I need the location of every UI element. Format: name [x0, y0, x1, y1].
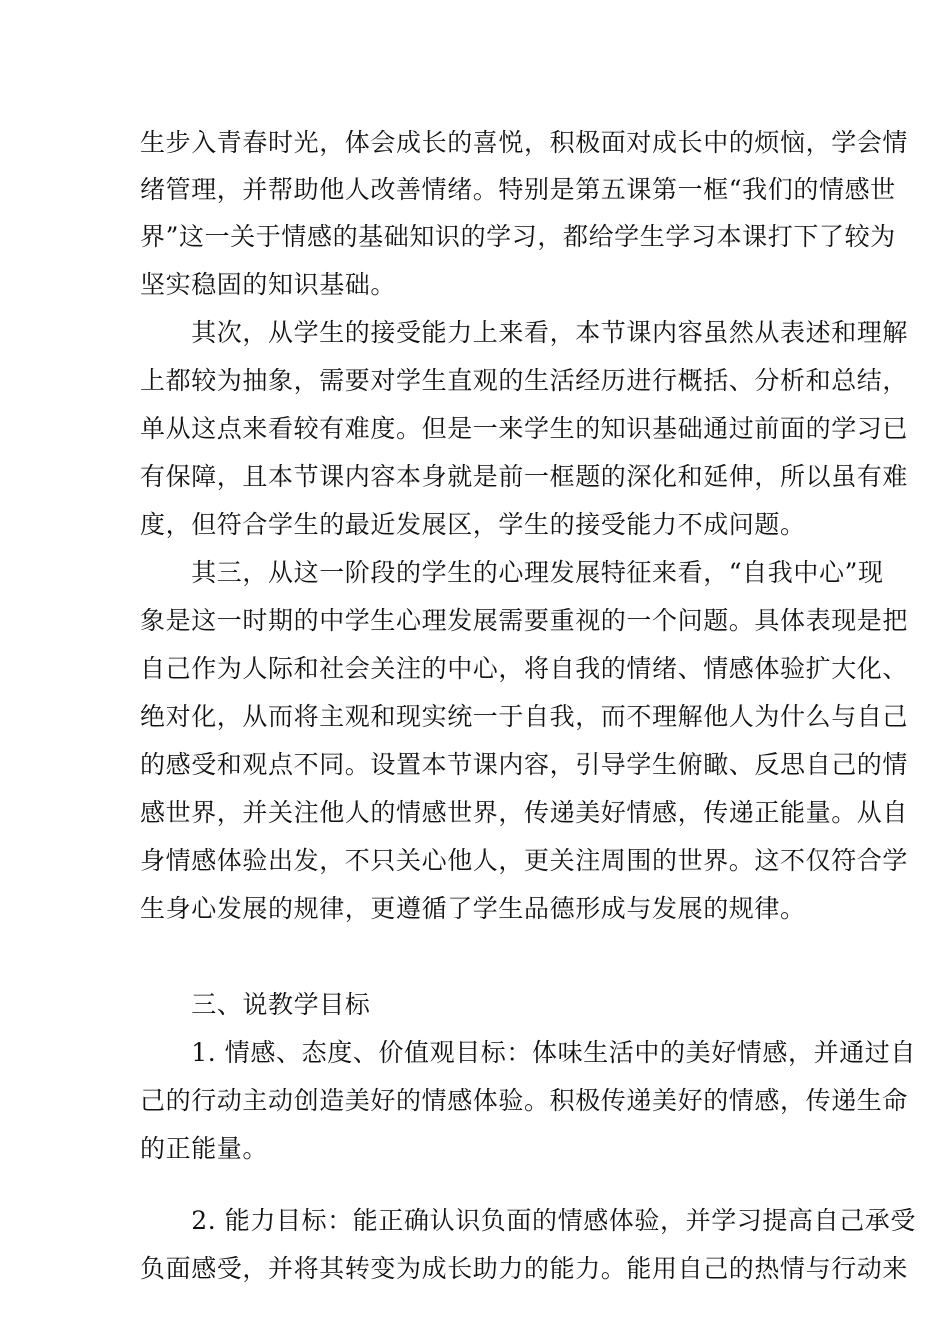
- text-line: 2. 能力目标：能正确认识负面的情感体验，并学习提高自己承受: [140, 1206, 917, 1235]
- text-line: 绪管理，并帮助他人改善情绪。特别是第五课第一框“我们的情感世: [140, 175, 896, 204]
- text-line: 感世界，并关注他人的情感世界，传递美好情感，传递正能量。从自: [140, 798, 909, 827]
- text-line: 负面感受，并将其转变为成长助力的能力。能用自己的热情与行动来: [140, 1254, 909, 1283]
- text-line: 的感受和观点不同。设置本节课内容，引导学生俯瞰、反思自己的情: [140, 750, 909, 779]
- text-line: 身情感体验出发，不只关心他人，更关注周围的世界。这不仅符合学: [140, 846, 909, 875]
- text-line: 生身心发展的规律，更遵循了学生品德形成与发展的规律。: [140, 894, 806, 923]
- text-line: 绝对化，从而将主观和现实统一于自我，而不理解他人为什么与自己: [140, 702, 909, 731]
- section-heading: 三、说教学目标: [140, 990, 371, 1019]
- text-line: 单从这点来看较有难度。但是一来学生的知识基础通过前面的学习已: [140, 414, 909, 443]
- text-line: 1. 情感、态度、价值观目标：体味生活中的美好情感，并通过自: [140, 1038, 917, 1067]
- text-line: 象是这一时期的中学生心理发展需要重视的一个问题。具体表现是把: [140, 606, 909, 635]
- text-line: 的正能量。: [140, 1134, 269, 1163]
- text-line: 生步入青春时光，体会成长的喜悦，积极面对成长中的烦恼，学会情: [140, 128, 909, 157]
- text-line: 其三，从这一阶段的学生的心理发展特征来看，“自我中心”现: [140, 558, 884, 587]
- text-line: 上都较为抽象，需要对学生直观的生活经历进行概括、分析和总结，: [140, 366, 909, 395]
- text-line: 己的行动主动创造美好的情感体验。积极传递美好的情感，传递生命: [140, 1086, 909, 1115]
- text-line: 有保障，且本节课内容本身就是前一框题的深化和延伸，所以虽有难: [140, 462, 909, 491]
- text-line: 坚实稳固的知识基础。: [140, 270, 397, 299]
- text-line: 其次，从学生的接受能力上来看，本节课内容虽然从表述和理解: [140, 318, 909, 347]
- text-line: 界”这一关于情感的基础知识的学习，都给学生学习本课打下了较为: [140, 222, 896, 251]
- text-line: 自己作为人际和社会关注的中心，将自我的情绪、情感体验扩大化、: [140, 654, 909, 683]
- text-line: 度，但符合学生的最近发展区，学生的接受能力不成问题。: [140, 510, 806, 539]
